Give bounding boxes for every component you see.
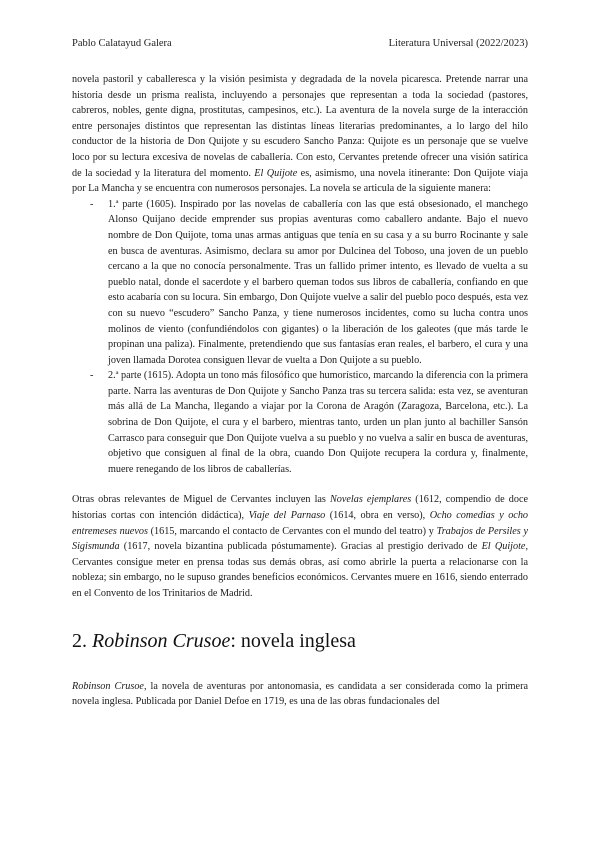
- work-title: El Quijote: [481, 541, 526, 553]
- other-text-3: (1614, obra en verso),: [325, 510, 430, 522]
- other-text-5: (1617, novela bizantina publicada póstumamente). Gracias al prestigio derivado de: [119, 541, 482, 553]
- list-dash: -: [90, 370, 94, 382]
- page-header: [72, 38, 528, 49]
- robinson-text: , la novela de aventuras por antonomasia, es candidata a ser considerada como la primera novela inglesa. Publicada por Daniel Defoe en 1719, es una de las obras fundacionales del: [72, 680, 528, 708]
- list-item: [72, 197, 528, 369]
- intro-text-2: es, asimismo, una novela itinerante: Don Quijote viaja por La Mancha y se encuentra con numerosos personajes. La novela se articula de la siguiente manera:: [72, 167, 528, 195]
- other-works-paragraph: [72, 492, 528, 601]
- work-title: Novelas ejemplares: [329, 494, 412, 506]
- other-text-2: (1612, compendio de doce historias cortas con intención didáctica),: [72, 494, 528, 522]
- list-item: [72, 368, 528, 477]
- intro-text-1: novela pastoril y caballeresca y la visión pesimista y degradada de la novela picaresca. Pretende narrar una historia desde un prisma realista, incluyendo a personajes que representan a toda la sociedad (pastores, cabreros, nobles, gente digna, prostitutas, campesinos, etc.). La aventura de la novela surge de la interacción entre personajes distintos que representan las distintas líneas literarias predominantes, a lo largo del hilo conductor de la historia de Don Quijote y su escudero Sancho Panza: Quijote es un personaje que se vuelve loco por su lectura excesiva de novelas de caballería. Con esto, Cervantes pretende ofrecer una visión satírica de la sociedad y la literatura del momento.: [72, 74, 528, 179]
- list-dash: -: [90, 198, 94, 210]
- page-body: [72, 72, 528, 710]
- header-course: Literatura Universal (2022/2023): [388, 38, 528, 49]
- part-2-text: 2.ª parte (1615). Adopta un tono más filosófico que humorístico, marcando la diferencia con la primera parte. Narra las aventuras de Don Quijote y Sancho Panza tras su tercera salida: esta vez, se aventuran más allá de La Mancha, llegando a viajar por la Corona de Aragón (Zaragoza, Barcelona, etc.). La sobrina de Don Quijote, el cura y el barbero, mientras tanto, urden un plan junto al bachiller Sansón Carrasco para conseguir que Don Quijote vuelva a su pueblo y no vuelva a salir en busca de aventuras, objetivo que consiguen al final de la obra, cuando Don Quijote recupera la cordura y, finalmente, muere renegando de los libros de caballerías.: [108, 370, 528, 475]
- robinson-paragraph: [72, 679, 528, 710]
- section-number: 2.: [72, 629, 92, 652]
- section-heading: [72, 630, 528, 653]
- parts-list: [72, 197, 528, 478]
- work-title: Ocho comedias y ocho entremeses nuevos: [72, 510, 529, 537]
- part-1-text: 1.ª parte (1605). Inspirado por las novelas de caballería con las que está obsesionado, el manchego Alonso Quijano decide emprender sus propias aventuras como caballero andante. Bajo el nuevo nombre de Don Quijote, toma unas armas antiguas que tenía en su casa y a su burro Rocinante y sale en busca de aventuras. Asimismo, declara su amor por Dulcinea del Toboso, una joven de un pueblo cercano a la que no conocía personalmente. Tras un fallido primer intento, es llevado de vuelta a su pueblo natal, donde el sacerdote y el barbero queman todos sus libros de caballería, confiando en que esto acabaría con su locura. Sin embargo, Don Quijote vuelve a salir del pueblo poco después, esta vez con su nuevo “escudero” Sancho Panza, y tiene numerosos incidentes, como su lucha contra unos molinos de viento (confundiéndolos con gigantes) o la liberación de los galeotes (que más tarde le propinan una paliza). Finalmente, pretendiendo que sus fantasías eran reales, el barbero, el cura y una joven llamada Dorotea consiguen llevar de vuelta a Don Quijote a su pueblo.: [108, 198, 528, 366]
- header-author: Pablo Calatayud Galera: [72, 38, 172, 49]
- other-text-1: Otras obras relevantes de Miguel de Cervantes incluyen las: [72, 494, 330, 506]
- work-title: Robinson Crusoe: [72, 680, 144, 692]
- section-title-rest: : novela inglesa: [230, 629, 356, 652]
- intro-paragraph: [72, 72, 528, 197]
- work-title: Viaje del Parnaso: [248, 510, 326, 522]
- other-text-4: (1615, marcando el contacto de Cervantes con el mundo del teatro) y: [147, 525, 437, 537]
- work-title: Trabajos de Persiles y Sigismunda: [72, 525, 528, 553]
- spacer: [72, 477, 528, 492]
- intro-italic-title: El Quijote: [254, 167, 298, 179]
- other-text-6: , Cervantes consigue meter en prensa todas sus demás obras, así como abrirle la puerta a relacionarse con la nobleza; sin embargo, no le supuso grandes beneficios económicos. Cervantes muere en 1616, siendo enterrado en el Convento de los Trinitarios de Madrid.: [72, 541, 528, 599]
- section-title-italic: Robinson Crusoe: [92, 629, 231, 652]
